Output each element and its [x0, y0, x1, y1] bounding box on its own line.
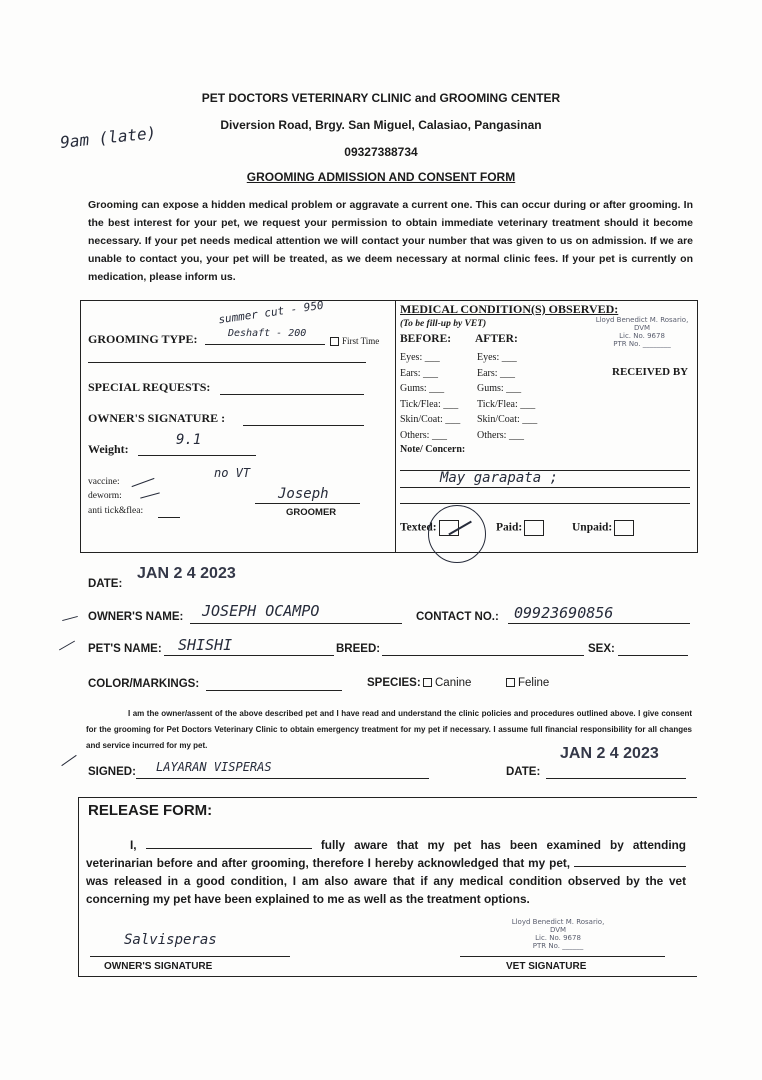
stamp-bottom-lic: Lic. No. 9678: [535, 934, 581, 942]
vaccine-label: vaccine:: [88, 477, 120, 487]
color-label: COLOR/MARKINGS:: [88, 678, 200, 690]
signed-line[interactable]: [136, 778, 429, 779]
clinic-address: Diversion Road, Brgy. San Miguel, Calasiao, Pangasinan: [220, 118, 542, 132]
groomer-line: [255, 503, 360, 504]
note-label: Note/ Concern:: [400, 444, 466, 455]
release-pet-blank[interactable]: [574, 856, 686, 867]
paid-box[interactable]: [524, 520, 544, 536]
release-owner-blank[interactable]: [146, 838, 312, 849]
date-stamp: JAN 2 4 2023: [137, 565, 236, 582]
contact-line[interactable]: [508, 623, 690, 624]
weight-line[interactable]: [138, 455, 256, 456]
after-items: [477, 350, 537, 443]
paid-label: Paid:: [496, 521, 523, 534]
owner-row-mark: [62, 616, 78, 621]
owner-signature-label: OWNER'S SIGNATURE :: [88, 411, 226, 425]
medical-title: MEDICAL CONDITION(S) OBSERVED:: [400, 302, 619, 316]
species-label: SPECIES:: [367, 677, 421, 689]
note-line-2[interactable]: [400, 487, 690, 488]
clinic-name: PET DOCTORS VETERINARY CLINIC and GROOMING CENTER: [201, 91, 561, 105]
special-requests-label: SPECIAL REQUESTS:: [88, 380, 211, 394]
release-owner-signature: Salvisperas: [124, 932, 217, 948]
box-divider: [395, 300, 396, 552]
contact-label: CONTACT NO.:: [416, 611, 499, 623]
before-skin: Skin/Coat: ___: [400, 414, 461, 425]
unpaid-box[interactable]: [614, 520, 634, 536]
special-requests-line[interactable]: [220, 394, 364, 395]
pet-row-mark: [59, 641, 75, 651]
sex-line[interactable]: [618, 655, 688, 656]
release-text-3: was released in a good condition, I am also aware that if any medical condition observed by the vet concerning my pet have been explained to me as well as the treatment options.: [86, 874, 686, 906]
before-gums: Gums: ___: [400, 383, 445, 394]
release-text-1: I,: [130, 838, 137, 852]
medical-subtitle: (To be fill-up by VET): [400, 319, 487, 329]
texted-circle-mark: [428, 505, 486, 563]
received-by: RECEIVED BY: [612, 366, 689, 378]
release-text-2: fully aware that my pet has been examined by attending veterinarian before and after grooming, therefore I hereby acknowledged that my pet,: [86, 838, 687, 870]
grooming-type-value-1: summer cut - 950: [217, 298, 325, 327]
release-paragraph: [86, 836, 686, 908]
paid-field[interactable]: [496, 520, 544, 536]
stamp-ptr: PTR No. ________: [613, 340, 671, 348]
first-time-box[interactable]: [330, 337, 339, 346]
intro-paragraph: Grooming can expose a hidden medical problem or aggravate a current one. This can occur during or after grooming. In the best interest for your pet, we request your permission to obtain immediate veterinary treatment should it become necessary. If your pet needs medical attention we will contact your number that was given to us on admission. If we are unable to contact you, your pet will be treated, as we deem necessary at normal clinic fees. If your pet is currently on medication, please inform us.: [88, 199, 693, 283]
feline-option[interactable]: [506, 677, 549, 689]
after-label: AFTER:: [475, 333, 518, 345]
clinic-phone: 09327388734: [344, 145, 418, 159]
signed-value: LAYARAN VISPERAS: [156, 760, 272, 774]
after-ears: Ears: ___: [477, 367, 516, 379]
note-line-3[interactable]: [400, 503, 690, 504]
stamp-name: Lloyd Benedict M. Rosario, DVM: [595, 316, 689, 332]
unpaid-field[interactable]: [572, 520, 634, 536]
color-line[interactable]: [206, 690, 342, 691]
owner-signature-line[interactable]: [243, 425, 364, 426]
grooming-type-value-2: Deshaft - 200: [228, 328, 307, 339]
pet-name-value: SHISHI: [178, 636, 233, 654]
after-skin: Skin/Coat: ___: [477, 414, 538, 425]
after-others: Others: ___: [477, 429, 524, 441]
note-value: May garapata ;: [440, 470, 559, 486]
vet-sig-line[interactable]: [460, 956, 665, 957]
weight-value: 9.1: [176, 432, 202, 448]
stamp-bottom-ptr: PTR No. ______: [532, 942, 584, 950]
date-label: DATE:: [88, 578, 123, 590]
feline-box[interactable]: [506, 678, 515, 687]
canine-label: Canine: [435, 677, 472, 689]
date2-label: DATE:: [506, 766, 541, 778]
before-items: [400, 350, 460, 443]
grooming-type-label: GROOMING TYPE:: [88, 332, 198, 346]
unpaid-label: Unpaid:: [572, 521, 613, 534]
grooming-type-line: [205, 344, 325, 345]
owner-name-label: OWNER'S NAME:: [88, 611, 184, 623]
release-owner-sig-label: OWNER'S SIGNATURE: [104, 961, 213, 972]
date2-stamp: JAN 2 4 2023: [560, 745, 659, 762]
before-label: BEFORE:: [400, 333, 452, 345]
stamp-lic: Lic. No. 9678: [619, 332, 665, 340]
sex-label: SEX:: [588, 643, 615, 655]
owner-name-line[interactable]: [190, 623, 402, 624]
release-title: RELEASE FORM:: [88, 802, 213, 819]
form-title: GROOMING ADMISSION AND CONSENT FORM: [246, 170, 516, 184]
vet-stamp-bottom: [508, 918, 608, 950]
vet-sig-label: VET SIGNATURE: [506, 961, 587, 972]
deworm-label: deworm:: [88, 491, 122, 501]
grooming-type-line-2: [88, 362, 366, 363]
first-time-checkbox[interactable]: [330, 336, 379, 346]
after-eyes: Eyes: ___: [477, 352, 517, 363]
before-ears: Ears: ___: [400, 367, 439, 379]
before-others: Others: ___: [400, 429, 447, 441]
pet-name-line[interactable]: [164, 655, 334, 656]
after-tick: Tick/Flea: ___: [477, 398, 536, 410]
first-time-label: First Time: [342, 336, 380, 346]
before-tick: Tick/Flea: ___: [400, 398, 459, 410]
release-owner-sig-line[interactable]: [90, 956, 290, 957]
before-eyes: Eyes: ___: [400, 352, 440, 363]
owner-name-value: JOSEPH OCAMPO: [202, 602, 320, 620]
grooming-note: no VT: [214, 466, 251, 480]
canine-box[interactable]: [423, 678, 432, 687]
texted-label: Texted:: [400, 521, 437, 534]
signed-row-mark: [61, 755, 76, 766]
breed-line[interactable]: [382, 655, 584, 656]
date2-line[interactable]: [546, 778, 686, 779]
anti-tick-label: anti tick&flea:: [88, 506, 144, 516]
margin-note: 9am (late): [59, 123, 158, 152]
stamp-bottom-name: Lloyd Benedict M. Rosario, DVM: [511, 918, 605, 934]
consent-paragraph: I am the owner/assent of the above described pet and I have read and understand the clinic policies and procedures outlined above. I give consent for the grooming for Pet Doctors Veterinary Clinic to obtain emergency treatment for my pet if necessary. I assume full financial responsibility for all changes and service incurred for my pet.: [86, 709, 692, 750]
weight-label: Weight:: [88, 442, 129, 456]
feline-label: Feline: [518, 677, 550, 689]
anti-tick-line[interactable]: [158, 517, 180, 518]
vet-stamp-top: [594, 316, 690, 348]
after-gums: Gums: ___: [477, 383, 522, 394]
contact-value: 09923690856: [514, 604, 614, 622]
groomer-signature: Joseph: [278, 486, 329, 502]
signed-label: SIGNED:: [88, 766, 136, 778]
pet-name-label: PET'S NAME:: [88, 643, 162, 655]
groomer-label: GROOMER: [286, 507, 337, 518]
canine-option[interactable]: [423, 677, 471, 689]
breed-label: BREED:: [336, 643, 381, 655]
